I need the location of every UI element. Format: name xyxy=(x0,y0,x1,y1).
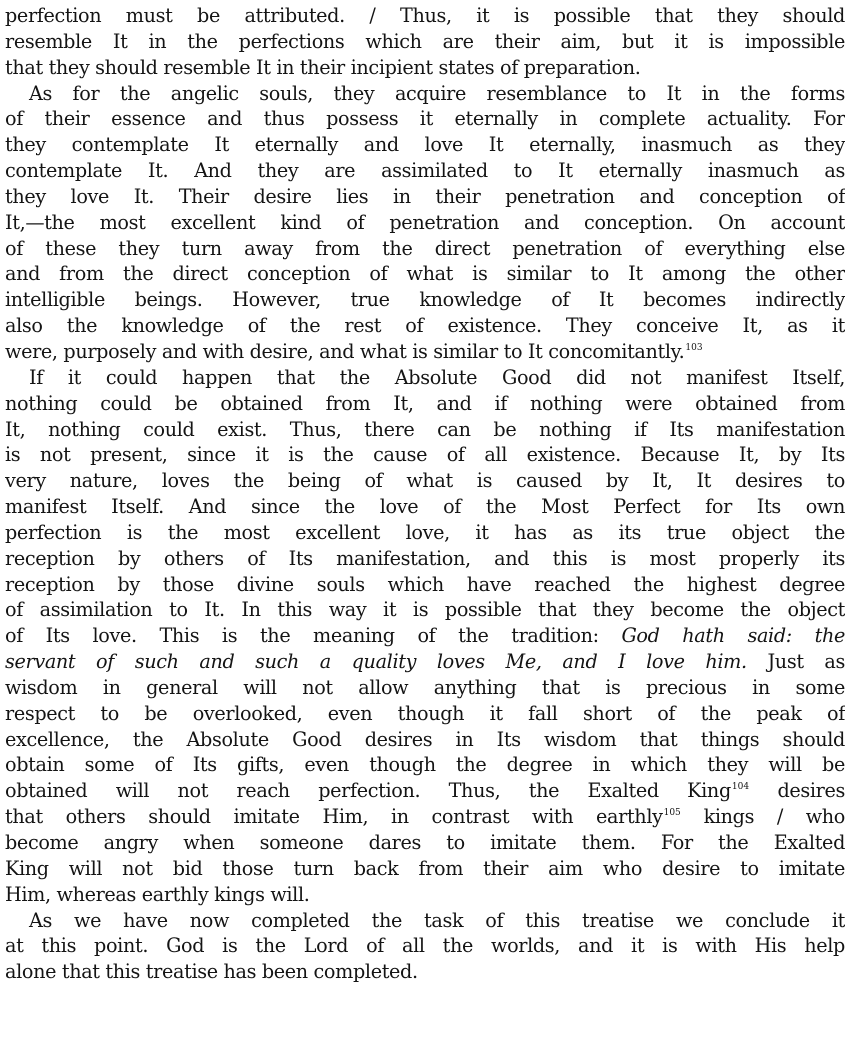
text-line: nothing could be obtained from It, and if nothing were obtained from xyxy=(5,391,845,415)
document-page xyxy=(5,3,845,985)
text-segment: Just as xyxy=(767,650,845,674)
text-line: obtain some of Its gifts, even though the degree in which they will be xyxy=(5,753,845,777)
footnote-marker: 103 xyxy=(685,342,703,353)
text-line: As we have now completed the task of this treatise we conclude it xyxy=(29,908,845,932)
text-line xyxy=(5,339,845,365)
text-line: also the knowledge of the rest of existence. They conceive It, as it xyxy=(5,314,845,338)
footnote-marker: 104 xyxy=(731,782,750,793)
text-line: of their essence and thus possess it eternally in complete actuality. For xyxy=(5,107,845,131)
paragraph-3 xyxy=(5,365,845,908)
text-line xyxy=(5,778,845,804)
text-line: is not present, since it is the cause of all existence. Because It, by Its xyxy=(5,443,845,467)
text-line: alone that this treatise has been completed. xyxy=(5,960,418,984)
text-line: It, nothing could exist. Thus, there can be nothing if Its manifestation xyxy=(5,417,845,441)
text-line: Him, whereas earthly kings will. xyxy=(5,882,310,906)
text-line: very nature, loves the being of what is caused by It, It desires to xyxy=(5,469,845,493)
text-segment: were, purposely and with desire, and what is similar to It concomitantly. xyxy=(5,339,685,363)
text-line: excellence, the Absolute Good desires in Its wisdom that things should xyxy=(5,727,845,751)
text-segment: desires xyxy=(777,779,845,803)
text-segment: obtained will not reach perfection. Thus, the Exalted King xyxy=(5,779,731,803)
paragraph-1 xyxy=(5,3,845,81)
text-line: at this point. God is the Lord of all the worlds, and it is with His help xyxy=(5,934,845,958)
text-line: reception by others of Its manifestation, and this is most properly its xyxy=(5,546,845,570)
text-line: they contemplate It eternally and love It eternally, inasmuch as they xyxy=(5,133,845,157)
text-line: intelligible beings. However, true knowledge of It becomes indirectly xyxy=(5,288,845,312)
text-segment: of Its love. This is the meaning of the tradition: xyxy=(5,624,599,648)
text-line: perfection is the most excellent love, it has as its true object the xyxy=(5,520,845,544)
text-line: It,—the most excellent kind of penetration and conception. On account xyxy=(5,210,845,234)
paragraph-4 xyxy=(5,908,845,986)
text-line: resemble It in the perfections which are their aim, but it is impossible xyxy=(5,29,845,53)
text-line: As for the angelic souls, they acquire resemblance to It in the forms xyxy=(29,81,845,105)
quotation-italic: servant of such and such a quality loves Me, and I love him. xyxy=(5,650,747,674)
text-line: contemplate It. And they are assimilated to It eternally inasmuch as xyxy=(5,159,845,183)
footnote-marker: 105 xyxy=(663,808,681,819)
text-line: of assimilation to It. In this way it is possible that they become the object xyxy=(5,598,845,622)
text-line: manifest Itself. And since the love of the Most Perfect for Its own xyxy=(5,495,845,519)
text-line: respect to be overlooked, even though it fall short of the peak of xyxy=(5,701,845,725)
text-line: and from the direct conception of what is similar to It among the other xyxy=(5,262,845,286)
text-line: wisdom in general will not allow anything that is precious in some xyxy=(5,675,845,699)
text-line xyxy=(5,804,845,830)
text-segment: that others should imitate Him, in contrast with earthly xyxy=(5,805,663,829)
text-line: perfection must be attributed. / Thus, it is possible that they should xyxy=(5,4,845,27)
text-line: become angry when someone dares to imitate them. For the Exalted xyxy=(5,831,845,854)
text-line: King will not bid those turn back from their aim who desire to imitate xyxy=(5,856,845,880)
quotation-italic: God hath said: the xyxy=(621,624,845,648)
text-line xyxy=(5,649,845,675)
text-line: If it could happen that the Absolute Good did not manifest Itself, xyxy=(29,365,845,389)
text-segment: kings / who xyxy=(703,805,845,829)
text-line: reception by those divine souls which have reached the highest degree xyxy=(5,572,845,596)
text-line: that they should resemble It in their incipient states of preparation. xyxy=(5,55,641,79)
text-line: they love It. Their desire lies in their penetration and conception of xyxy=(5,184,845,208)
paragraph-2 xyxy=(5,81,845,365)
text-line xyxy=(5,623,845,649)
text-line: of these they turn away from the direct penetration of everything else xyxy=(5,236,845,260)
